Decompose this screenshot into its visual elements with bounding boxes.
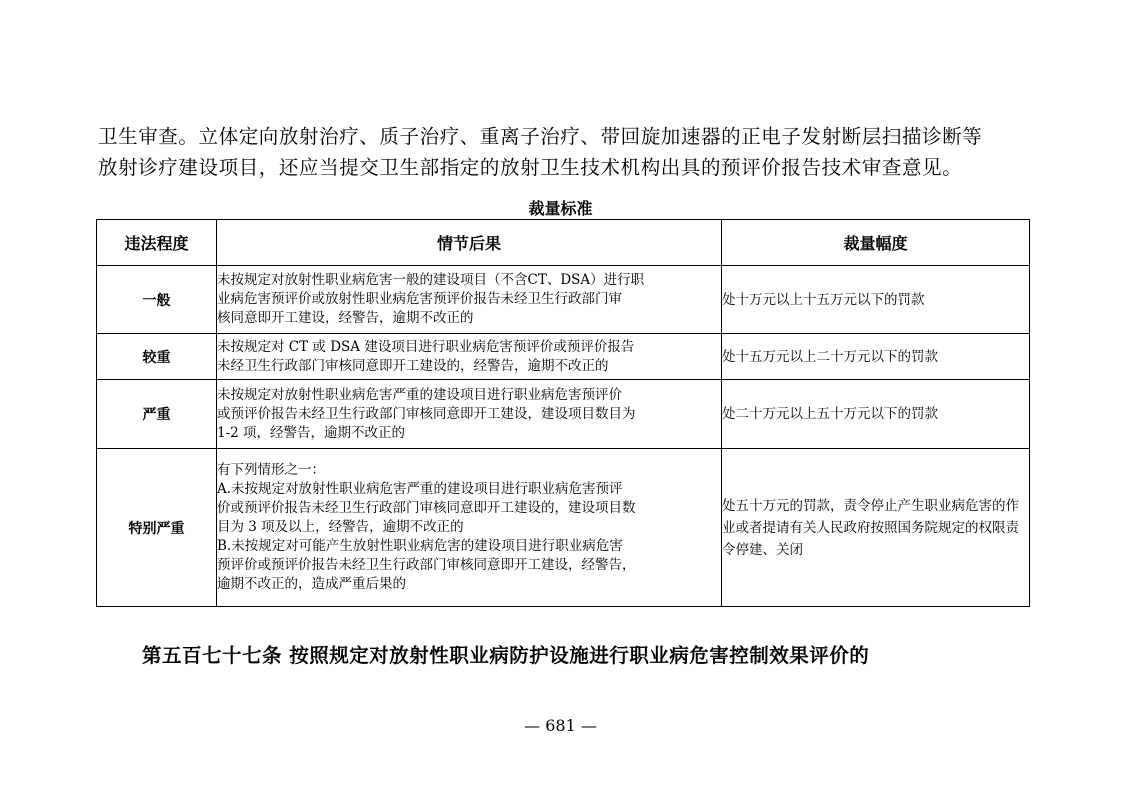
row-penalty: 处十五万元以上二十万元以下的罚款 xyxy=(722,334,1030,380)
fact-line: 价或预评价报告未经卫生行政部门审核同意即开工建设的，建设项目数 xyxy=(217,500,636,516)
row-penalty: 处十万元以上十五万元以下的罚款 xyxy=(722,266,1030,334)
intro-line: 卫生审查。立体定向放射治疗、质子治疗、重离子治疗、带回旋加速器的正电子发射断层扫描诊断等 xyxy=(98,125,983,148)
table-row xyxy=(97,380,1030,449)
fact-line: 未按规定对放射性职业病危害一般的建设项目（不含CT、DSA）进行职 xyxy=(217,272,645,288)
fact-line: 预评价或预评价报告未经卫生行政部门审核同意即开工建设，经警告， xyxy=(217,557,636,573)
fact-line: 或预评价报告未经卫生行政部门审核同意即开工建设，建设项目数目为 xyxy=(217,405,636,422)
table-caption: 裁量标准 xyxy=(528,199,593,218)
article-heading: 第五百七十七条 按照规定对放射性职业病防护设施进行职业病危害控制效果评价的 xyxy=(142,644,870,667)
fact-line: 核同意即开工建设，经警告，逾期不改正的 xyxy=(217,310,474,326)
fact-line: 目为 3 项及以上，经警告，逾期不改正的 xyxy=(217,519,464,535)
row-facts xyxy=(217,266,722,334)
penalty-standards-table xyxy=(96,219,1030,607)
fact-line: 1-2 项，经警告，逾期不改正的 xyxy=(217,424,406,441)
intro-line: 放射诊疗建设项目，还应当提交卫生部指定的放射卫生技术机构出具的预评价报告技术审查意见。 xyxy=(98,156,963,179)
page-number: — 681 — xyxy=(524,716,597,735)
row-penalty: 处二十万元以上五十万元以下的罚款 xyxy=(722,380,1030,449)
row-level: 较重 xyxy=(97,334,217,380)
fact-line: 未按规定对 CT 或 DSA 建设项目进行职业病危害预评价或预评价报告 xyxy=(217,338,635,355)
row-penalty: 处五十万元的罚款，责令停止产生职业病危害的作业或者提请有关人民政府按照国务院规定的权限责令停建、关闭 xyxy=(722,449,1030,607)
fact-line: A.未按规定对放射性职业病危害严重的建设项目进行职业病危害预评 xyxy=(217,481,623,497)
table-header-row xyxy=(97,220,1030,266)
fact-line: 未经卫生行政部门审核同意即开工建设的，经警告，逾期不改正的 xyxy=(217,357,609,374)
table-row xyxy=(97,266,1030,334)
row-level: 严重 xyxy=(97,380,217,449)
header-penalty: 裁量幅度 xyxy=(722,220,1030,266)
row-facts xyxy=(217,449,722,607)
table-row xyxy=(97,334,1030,380)
fact-line: 有下列情形之一： xyxy=(217,462,325,478)
header-level: 违法程度 xyxy=(97,220,217,266)
header-facts: 情节后果 xyxy=(217,220,722,266)
intro-paragraph xyxy=(98,121,1038,183)
row-facts xyxy=(217,380,722,449)
fact-line: B.未按规定对可能产生放射性职业病危害的建设项目进行职业病危害 xyxy=(217,538,623,554)
row-level: 一般 xyxy=(97,266,217,334)
fact-line: 业病危害预评价或放射性职业病危害预评价报告未经卫生行政部门审 xyxy=(217,291,622,307)
fact-line: 逾期不改正的，造成严重后果的 xyxy=(217,576,406,592)
row-facts xyxy=(217,334,722,380)
row-level: 特别严重 xyxy=(97,449,217,607)
table-row xyxy=(97,449,1030,607)
fact-line: 未按规定对放射性职业病危害严重的建设项目进行职业病危害预评价 xyxy=(217,386,622,403)
